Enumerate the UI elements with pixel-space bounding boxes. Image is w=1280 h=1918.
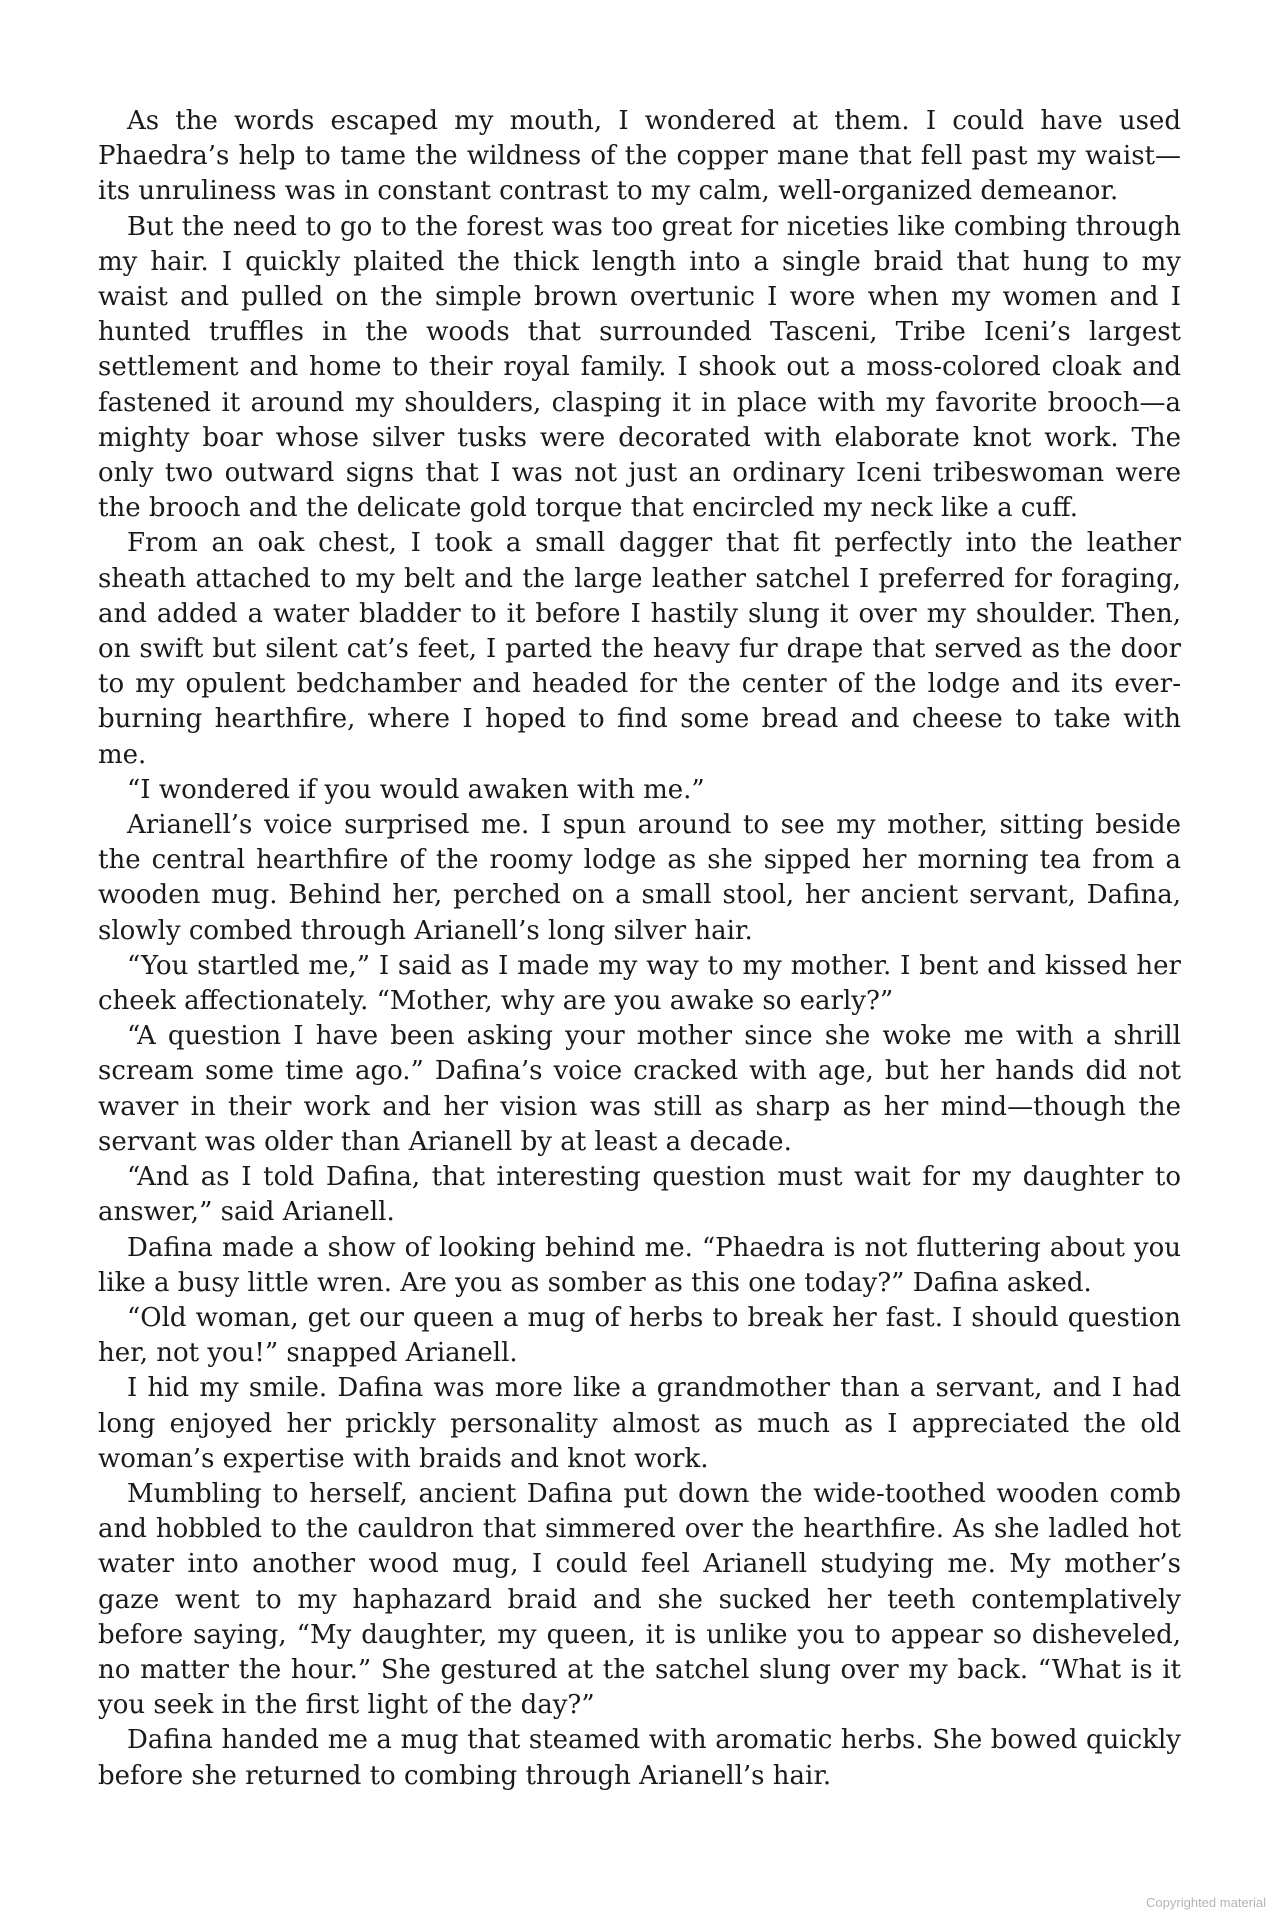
paragraph-11: I hid my smile. Dafina was more like a grandmother than a servant, and I had long enjoyed her prickly personality almost as much as I appreciated the old woman’s expertise with braids and knot work. <box>98 1373 1181 1474</box>
paragraph-12: Mumbling to herself, ancient Dafina put down the wide-toothed wooden comb and hobbled to the cauldron that simmered over the hearthfire. As she ladled hot water into another wood mug, I could feel Arianell studying me. My mother’s gaze went to my haphazard braid and she sucked her teeth contemplatively before saying, “My daughter, my queen, it is unlike you to appear so disheveled, no matter the hour.” She gestured at the satchel slung over my back. “What is it you seek in the first light of the day?” <box>98 1478 1181 1721</box>
paragraph-8: “And as I told Dafina, that interesting question must wait for my daughter to answer,” said Arianell. <box>98 1162 1181 1228</box>
paragraph-3: From an oak chest, I took a small dagger that fit perfectly into the leather sheath attached to my belt and the large leather satchel I preferred for foraging, and added a water bladder to it before I hastily slung it over my shoulder. Then, on swift but silent cat’s feet, I parted the heavy fur drape that served as the door to my opulent bedchamber and headed for the center of the lodge and its ever-burning hearthfire, where I hoped to find some bread and cheese to take with me. <box>98 528 1181 770</box>
paragraph-5: Arianell’s voice surprised me. I spun around to see my mother, sitting beside the central hearthfire of the roomy lodge as she sipped her morning tea from a wooden mug. Behind her, perched on a small stool, her ancient servant, Dafina, slowly combed through Arianell’s long silver hair. <box>98 810 1181 946</box>
paragraph-10: “Old woman, get our queen a mug of herbs to break her fast. I should question her, not you!” snapped Arianell. <box>98 1302 1181 1369</box>
paragraph-1: As the words escaped my mouth, I wondered at them. I could have used Phaedra’s help to tame the wildness of the copper mane that fell past my waist—its unruliness was in constant contrast to my calm, well-organized demeanor. <box>98 106 1181 207</box>
paragraph-7: “A question I have been asking your mother since she woke me with a shrill scream some time ago.” Dafina’s voice cracked with age, but her hands did not waver in their work and her vision was still as sharp as her mind—though the servant was older than Arianell by at least a decade. <box>98 1021 1181 1157</box>
copyright-watermark: Copyrighted material <box>1146 1895 1266 1910</box>
paragraph-6: “You startled me,” I said as I made my way to my mother. I bent and kissed her cheek affectionately. “Mother, why are you awake so early?” <box>98 950 1181 1017</box>
body-text <box>98 104 1181 1794</box>
paragraph-4: “I wondered if you would awaken with me.” <box>127 774 705 805</box>
paragraph-9: Dafina made a show of looking behind me. “Phaedra is not fluttering about you like a busy little wren. Are you as somber as this one today?” Dafina asked. <box>98 1232 1181 1298</box>
paragraph-2: But the need to go to the forest was too great for niceties like combing through my hair. I quickly plaited the thick length into a single braid that hung to my waist and pulled on the simple brown overtunic I wore when my women and I hunted truffles in the woods that surrounded Tasceni, Tribe Iceni’s largest settlement and home to their royal family. I shook out a moss-colored cloak and fastened it around my shoulders, clasping it in place with my favorite brooch—a mighty boar whose silver tusks were decorated with elaborate knot work. The only two outward signs that I was not just an ordinary Iceni tribeswoman were the brooch and the delicate gold torque that encircled my neck like a cuff. <box>98 211 1181 524</box>
paragraph-13: Dafina handed me a mug that steamed with aromatic herbs. She bowed quickly before she returned to combing through Arianell’s hair. <box>98 1725 1181 1791</box>
